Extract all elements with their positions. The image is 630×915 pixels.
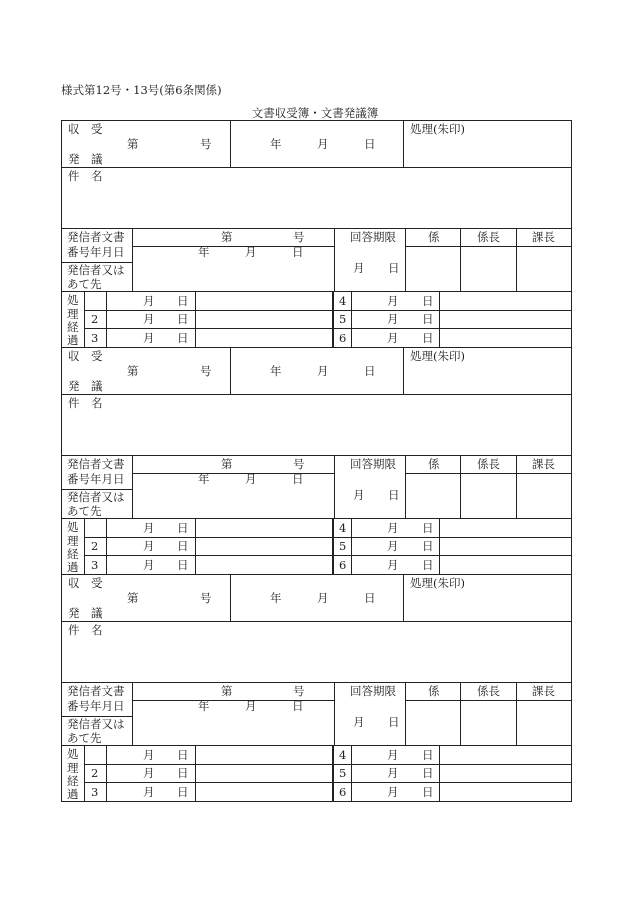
chief-label: 係長: [477, 684, 500, 698]
ledger-entry: [61, 120, 572, 347]
sender-no-prefix: 第: [221, 684, 233, 698]
process-row-4-month: 月: [387, 521, 399, 535]
sender-doc-no-label-2: 番号年月日: [67, 699, 125, 713]
date-day-label: 日: [364, 137, 376, 151]
process-row-4-number: 4: [339, 294, 347, 308]
process-row-3-number: 3: [91, 785, 99, 799]
doc-number-prefix: 第: [127, 137, 139, 151]
processing-seal-label: 処理(朱印): [410, 122, 465, 136]
sender-no-suffix: 号: [293, 684, 305, 698]
process-history-label-2: 理: [67, 534, 79, 548]
doc-number-suffix: 号: [200, 364, 212, 378]
date-year-label: 年: [270, 137, 282, 151]
sender-month-label: 月: [245, 699, 257, 713]
process-row-5-number: 5: [339, 766, 347, 780]
initiate-label: 発 議: [68, 379, 103, 393]
sender-doc-no-label-1: 発信者文書: [67, 684, 125, 698]
clerk-label: 係: [428, 230, 440, 244]
process-row-3-number: 3: [91, 558, 99, 572]
date-day-label: 日: [364, 364, 376, 378]
sender-day-label: 日: [292, 472, 304, 486]
reply-deadline-month: 月: [353, 715, 365, 729]
process-row-6-month: 月: [387, 558, 399, 572]
process-history-label-4: 過: [67, 787, 79, 801]
processing-seal-label: 処理(朱印): [410, 349, 465, 363]
form-title: 文書収受簿・文書発議簿: [251, 106, 379, 120]
process-row-6-day: 日: [422, 558, 434, 572]
process-row-2-month: 月: [143, 312, 155, 326]
process-row-5-month: 月: [387, 312, 399, 326]
sender-doc-no-label-2: 番号年月日: [67, 472, 125, 486]
process-row-1-day: 日: [177, 294, 189, 308]
sender-doc-no-label-1: 発信者文書: [67, 230, 125, 244]
doc-number-prefix: 第: [127, 591, 139, 605]
process-row-1-month: 月: [143, 748, 155, 762]
sender-or-dest-label-2: あて先: [67, 504, 102, 518]
sender-month-label: 月: [245, 472, 257, 486]
process-row-2-number: 2: [91, 766, 99, 780]
sender-year-label: 年: [198, 699, 210, 713]
sender-or-dest-label-1: 発信者又は: [67, 263, 125, 277]
receive-label: 収 受: [68, 349, 103, 363]
process-history-label-1: 処: [67, 293, 79, 307]
doc-number-prefix: 第: [127, 364, 139, 378]
process-row-1-month: 月: [143, 521, 155, 535]
process-row-3-day: 日: [177, 785, 189, 799]
section-chief-label: 課長: [532, 230, 555, 244]
process-row-6-number: 6: [339, 331, 347, 345]
process-history-label-3: 経: [67, 774, 79, 788]
date-day-label: 日: [364, 591, 376, 605]
process-row-5-month: 月: [387, 766, 399, 780]
doc-number-suffix: 号: [200, 137, 212, 151]
date-year-label: 年: [270, 364, 282, 378]
sender-year-label: 年: [198, 245, 210, 259]
process-row-4-day: 日: [422, 521, 434, 535]
process-row-6-month: 月: [387, 331, 399, 345]
sender-no-suffix: 号: [293, 230, 305, 244]
reply-deadline-label: 回答期限: [350, 684, 396, 698]
process-row-4-month: 月: [387, 294, 399, 308]
sender-no-prefix: 第: [221, 457, 233, 471]
process-row-4-month: 月: [387, 748, 399, 762]
chief-label: 係長: [477, 230, 500, 244]
process-history-label-3: 経: [67, 320, 79, 334]
process-row-2-day: 日: [177, 312, 189, 326]
process-row-5-number: 5: [339, 312, 347, 326]
process-row-5-day: 日: [422, 766, 434, 780]
process-row-2-number: 2: [91, 539, 99, 553]
process-history-label-3: 経: [67, 547, 79, 561]
process-row-4-number: 4: [339, 748, 347, 762]
process-history-label-1: 処: [67, 520, 79, 534]
sender-no-prefix: 第: [221, 230, 233, 244]
process-row-3-day: 日: [177, 558, 189, 572]
sender-or-dest-label-2: あて先: [67, 277, 102, 291]
reply-deadline-day: 日: [388, 715, 400, 729]
process-row-4-day: 日: [422, 748, 434, 762]
section-chief-label: 課長: [532, 684, 555, 698]
reply-deadline-day: 日: [388, 488, 400, 502]
form-code: 様式第12号・13号(第6条関係): [61, 83, 222, 97]
sender-or-dest-label-2: あて先: [67, 731, 102, 745]
process-row-5-month: 月: [387, 539, 399, 553]
process-history-label-2: 理: [67, 761, 79, 775]
processing-seal-label: 処理(朱印): [410, 576, 465, 590]
reply-deadline-day: 日: [388, 261, 400, 275]
process-row-2-month: 月: [143, 539, 155, 553]
doc-number-suffix: 号: [200, 591, 212, 605]
process-history-label-1: 処: [67, 747, 79, 761]
sender-day-label: 日: [292, 699, 304, 713]
subject-label: 件 名: [68, 396, 103, 410]
process-row-5-number: 5: [339, 539, 347, 553]
process-row-1-day: 日: [177, 521, 189, 535]
initiate-label: 発 議: [68, 152, 103, 166]
reply-deadline-label: 回答期限: [350, 457, 396, 471]
process-row-2-day: 日: [177, 539, 189, 553]
process-row-3-number: 3: [91, 331, 99, 345]
process-history-label-4: 過: [67, 560, 79, 574]
process-row-3-day: 日: [177, 331, 189, 345]
section-chief-label: 課長: [532, 457, 555, 471]
clerk-label: 係: [428, 684, 440, 698]
ledger-entry: [61, 574, 572, 801]
process-history-label-4: 過: [67, 333, 79, 347]
ledger-entry: [61, 347, 572, 574]
ledger-table: [61, 120, 572, 801]
reply-deadline-month: 月: [353, 261, 365, 275]
process-history-label-2: 理: [67, 307, 79, 321]
process-row-1-month: 月: [143, 294, 155, 308]
process-row-6-month: 月: [387, 785, 399, 799]
receive-label: 収 受: [68, 576, 103, 590]
date-month-label: 月: [317, 591, 329, 605]
sender-month-label: 月: [245, 245, 257, 259]
process-row-2-day: 日: [177, 766, 189, 780]
process-row-3-month: 月: [143, 558, 155, 572]
sender-or-dest-label-1: 発信者又は: [67, 717, 125, 731]
process-row-2-month: 月: [143, 766, 155, 780]
sender-or-dest-label-1: 発信者又は: [67, 490, 125, 504]
subject-label: 件 名: [68, 169, 103, 183]
date-month-label: 月: [317, 137, 329, 151]
process-row-6-number: 6: [339, 558, 347, 572]
reply-deadline-label: 回答期限: [350, 230, 396, 244]
process-row-2-number: 2: [91, 312, 99, 326]
process-row-5-day: 日: [422, 539, 434, 553]
clerk-label: 係: [428, 457, 440, 471]
process-row-6-number: 6: [339, 785, 347, 799]
chief-label: 係長: [477, 457, 500, 471]
reply-deadline-month: 月: [353, 488, 365, 502]
process-row-4-day: 日: [422, 294, 434, 308]
process-row-3-month: 月: [143, 331, 155, 345]
sender-doc-no-label-1: 発信者文書: [67, 457, 125, 471]
receive-label: 収 受: [68, 122, 103, 136]
process-row-5-day: 日: [422, 312, 434, 326]
sender-year-label: 年: [198, 472, 210, 486]
sender-no-suffix: 号: [293, 457, 305, 471]
initiate-label: 発 議: [68, 606, 103, 620]
date-month-label: 月: [317, 364, 329, 378]
sender-day-label: 日: [292, 245, 304, 259]
sender-doc-no-label-2: 番号年月日: [67, 245, 125, 259]
process-row-3-month: 月: [143, 785, 155, 799]
process-row-6-day: 日: [422, 331, 434, 345]
subject-label: 件 名: [68, 623, 103, 637]
process-row-4-number: 4: [339, 521, 347, 535]
process-row-1-day: 日: [177, 748, 189, 762]
date-year-label: 年: [270, 591, 282, 605]
process-row-6-day: 日: [422, 785, 434, 799]
